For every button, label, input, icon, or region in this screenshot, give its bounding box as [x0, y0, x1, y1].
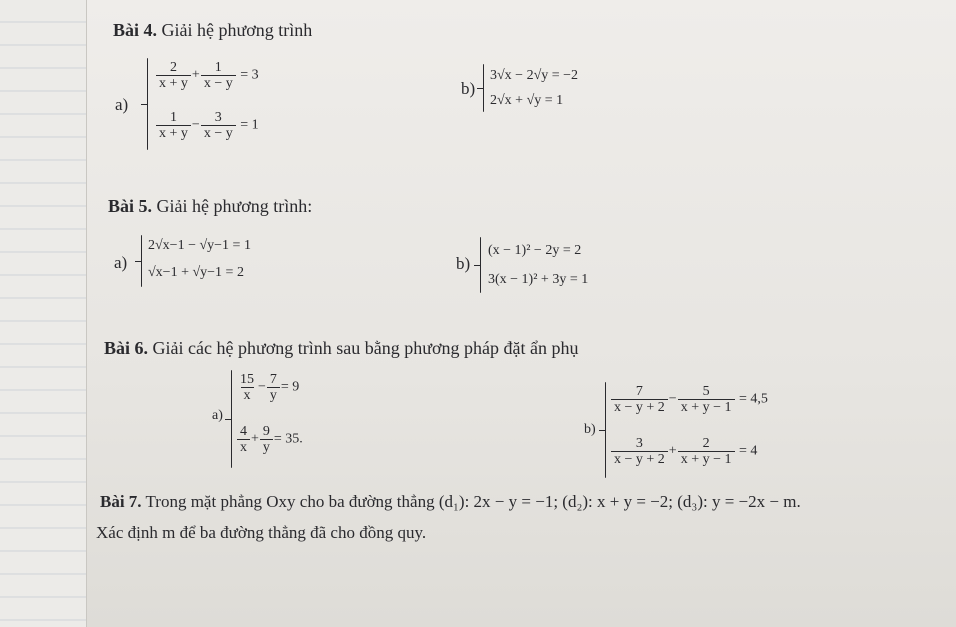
- exercise-5-title: [108, 196, 312, 217]
- exercise-4a-eq2: $\frac{1}{x + y}$ − $\frac{3}{x - y}$ = 1: [155, 110, 259, 141]
- exercise-5-text: Giải hệ phương trình:: [152, 196, 313, 216]
- exercise-4a-label: a): [115, 95, 129, 114]
- exercise-4b-brace: [483, 64, 484, 112]
- exercise-4b-eq2: 2√x + √y = 1: [490, 93, 564, 108]
- exercise-5-number: Bài 5.: [108, 196, 153, 216]
- exercise-7-line2: Xác định m để ba đường thẳng đã cho đồng quy.: [96, 523, 427, 542]
- exercise-6b-brace: [605, 382, 606, 478]
- exercise-6b-eq2: $\frac{3}{x - y + 2}$ + $\frac{2}{x + y - 1}$ = 4: [610, 436, 757, 467]
- exercise-4-title: [113, 20, 312, 41]
- exercise-5b-brace: [480, 237, 481, 293]
- exercise-4-text: Giải hệ phương trình: [157, 20, 313, 40]
- exercise-6-text: Giải các hệ phương trình sau bằng phương pháp đặt ẩn phụ: [148, 338, 579, 358]
- exercise-4-number: Bài 4.: [113, 20, 158, 40]
- exercise-5b-eq2: 3(x − 1)² + 3y = 1: [488, 272, 589, 287]
- exercise-6a-brace: [231, 370, 232, 468]
- exercise-6a-eq2: $\frac{4}{x}$ + $\frac{9}{y}$ = 35.: [236, 424, 303, 455]
- exercise-5a-eq2: √x−1 + √y−1 = 2: [148, 265, 244, 280]
- exercise-6-title: [104, 338, 578, 359]
- exercise-5a-label: a): [114, 253, 128, 272]
- exercise-4b-label: b): [461, 79, 476, 98]
- notebook-margin: [0, 0, 87, 627]
- exercise-5b-label: b): [456, 254, 471, 273]
- exercise-6-number: Bài 6.: [104, 338, 149, 358]
- exercise-7-number: Bài 7.: [100, 492, 142, 511]
- exercise-7-text: Trong mặt phẳng Oxy cho ba đường thẳng (d₁): 2x − y = −1; (d₂): x + y = −2; (d₃): y = −2x − m.: [141, 492, 801, 511]
- exercise-6a-label: a): [212, 408, 223, 423]
- exercise-5a-brace: [141, 235, 142, 287]
- exercise-7-line1: [100, 492, 801, 512]
- exercise-6b-label: b): [584, 422, 596, 437]
- exercise-5b-eq1: (x − 1)² − 2y = 2: [488, 243, 582, 258]
- exercise-4a-eq1: $\frac{2}{x + y}$ + $\frac{1}{x - y}$ = 3: [155, 60, 259, 91]
- exercise-5a-eq1: 2√x−1 − √y−1 = 1: [148, 238, 251, 253]
- exercise-6a-eq1: $\frac{15}{x}$ − $\frac{7}{y}$ = 9: [240, 372, 300, 403]
- exercise-4a-brace: [147, 58, 148, 150]
- exercise-6b-eq1: $\frac{7}{x - y + 2}$ − $\frac{5}{x + y - 1}$ = 4,5: [610, 384, 768, 415]
- exercise-4b-eq1: 3√x − 2√y = −2: [490, 68, 579, 83]
